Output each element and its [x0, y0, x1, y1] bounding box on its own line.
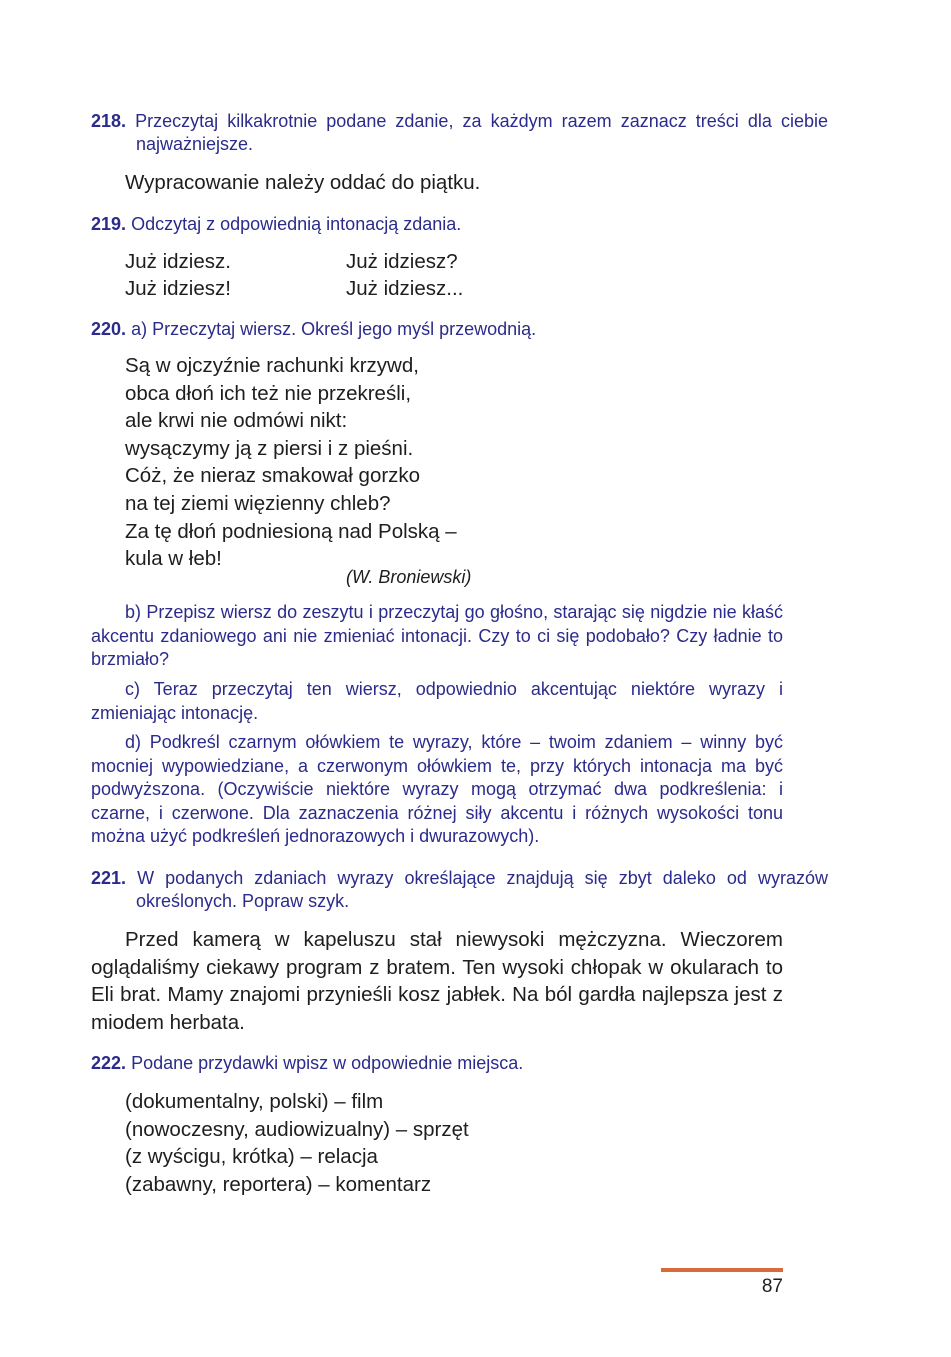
footer-rule	[661, 1268, 783, 1272]
poem-line: Za tę dłoń podniesioną nad Polską –	[125, 519, 457, 543]
list-item: (z wyścigu, krótka) – relacja	[125, 1145, 378, 1168]
exercise-220-instruction-b: b) Przepisz wiersz do zeszytu i przeczytaj go głośno, starając się nigdzie nie kłaść akcentu zdaniowego ani nie zmieniać intonacji. Czy to ci się podobało? Czy ładnie to brzmiało?	[91, 602, 783, 669]
exercise-221-instruction	[91, 867, 828, 913]
page-number: 87	[761, 1276, 783, 1297]
poem-line: obca dłoń ich też nie przekreśli,	[125, 381, 412, 405]
sentence: Już idziesz?	[346, 250, 458, 273]
exercise-218-instruction	[91, 110, 828, 156]
poem-line: kula w łeb!	[125, 547, 222, 571]
exercise-number: 218.	[91, 111, 127, 131]
exercise-221-text: Przed kamerą w kapeluszu stał niewysoki mężczyzna. Wieczorem oglądaliśmy ciekawy program z bratem. Ten wysoki chłopak w okularach to Eli brat. Mamy znajomi przynieśli kosz jabłek. Na ból gardła najlepsza jest z miodem herbata.	[91, 928, 783, 1034]
exercise-number: 219.	[91, 214, 127, 234]
exercise-222-instruction	[91, 1052, 828, 1075]
sentence: Już idziesz...	[346, 277, 464, 300]
poem-line: ale krwi nie odmówi nikt:	[125, 409, 348, 433]
poem-line: Cóż, że nieraz smakował gorzko	[125, 464, 421, 488]
exercise-220-instruction-c: c) Teraz przeczytaj ten wiersz, odpowiednio akcentując niektóre wyrazy i zmieniając intonację.	[91, 679, 783, 723]
poem-line: Są w ojczyźnie rachunki krzywd,	[125, 354, 419, 377]
sentence: Już idziesz.	[125, 250, 231, 273]
exercise-number: 220.	[91, 319, 127, 339]
instruction-text: Przeczytaj kilkakrotnie podane zdanie, za każdym razem zaznacz treści dla ciebie najważniejsze.	[135, 111, 828, 154]
list-item: (zabawny, reportera) – komentarz	[125, 1172, 432, 1196]
poem-line: na tej ziemi więzienny chleb?	[125, 491, 391, 515]
exercise-218-sentence: Wypracowanie należy oddać do piątku.	[125, 171, 481, 194]
sentence: Już idziesz!	[125, 277, 231, 300]
exercise-220-instruction-a	[91, 318, 828, 341]
list-item: (dokumentalny, polski) – film	[125, 1090, 384, 1113]
exercise-219-right-column	[346, 248, 463, 302]
instruction-text: Podane przydawki wpisz w odpowiednie miejsca.	[131, 1053, 524, 1073]
exercise-number: 222.	[91, 1053, 127, 1073]
exercise-number: 221.	[91, 868, 127, 888]
exercise-219-instruction	[91, 213, 828, 236]
exercise-222-list	[125, 1088, 469, 1198]
poem-author: (W. Broniewski)	[346, 567, 472, 587]
exercise-220-instruction-d: d) Podkreśl czarnym ołówkiem te wyrazy, które – twoim zdaniem – winny być mocniej wypowiedziane, a czerwonym ołówkiem te, przy których intonacja ma być podwyższona. (Oczywiście niektóre wyrazy mogą otrzymać dwa podkreślenia: i czarne, i czerwone. Dla zaznaczenia różnej siły akcentu i różnych wysokości tonu można użyć podkreśleń jednorazowych i dwurazowych).	[91, 732, 783, 846]
poem	[125, 352, 457, 573]
poem-line: wysączymy ją z piersi i z pieśni.	[125, 436, 414, 460]
instruction-text: W podanych zdaniach wyrazy określające znajdują się zbyt daleko od wyrazów określonych. Popraw szyk.	[136, 868, 828, 911]
instruction-text: Odczytaj z odpowiednią intonacją zdania.	[131, 214, 462, 234]
list-item: (nowoczesny, audiowizualny) – sprzęt	[125, 1117, 469, 1141]
exercise-219-left-column	[125, 248, 231, 302]
instruction-text: a) Przeczytaj wiersz. Określ jego myśl przewodnią.	[131, 319, 537, 339]
